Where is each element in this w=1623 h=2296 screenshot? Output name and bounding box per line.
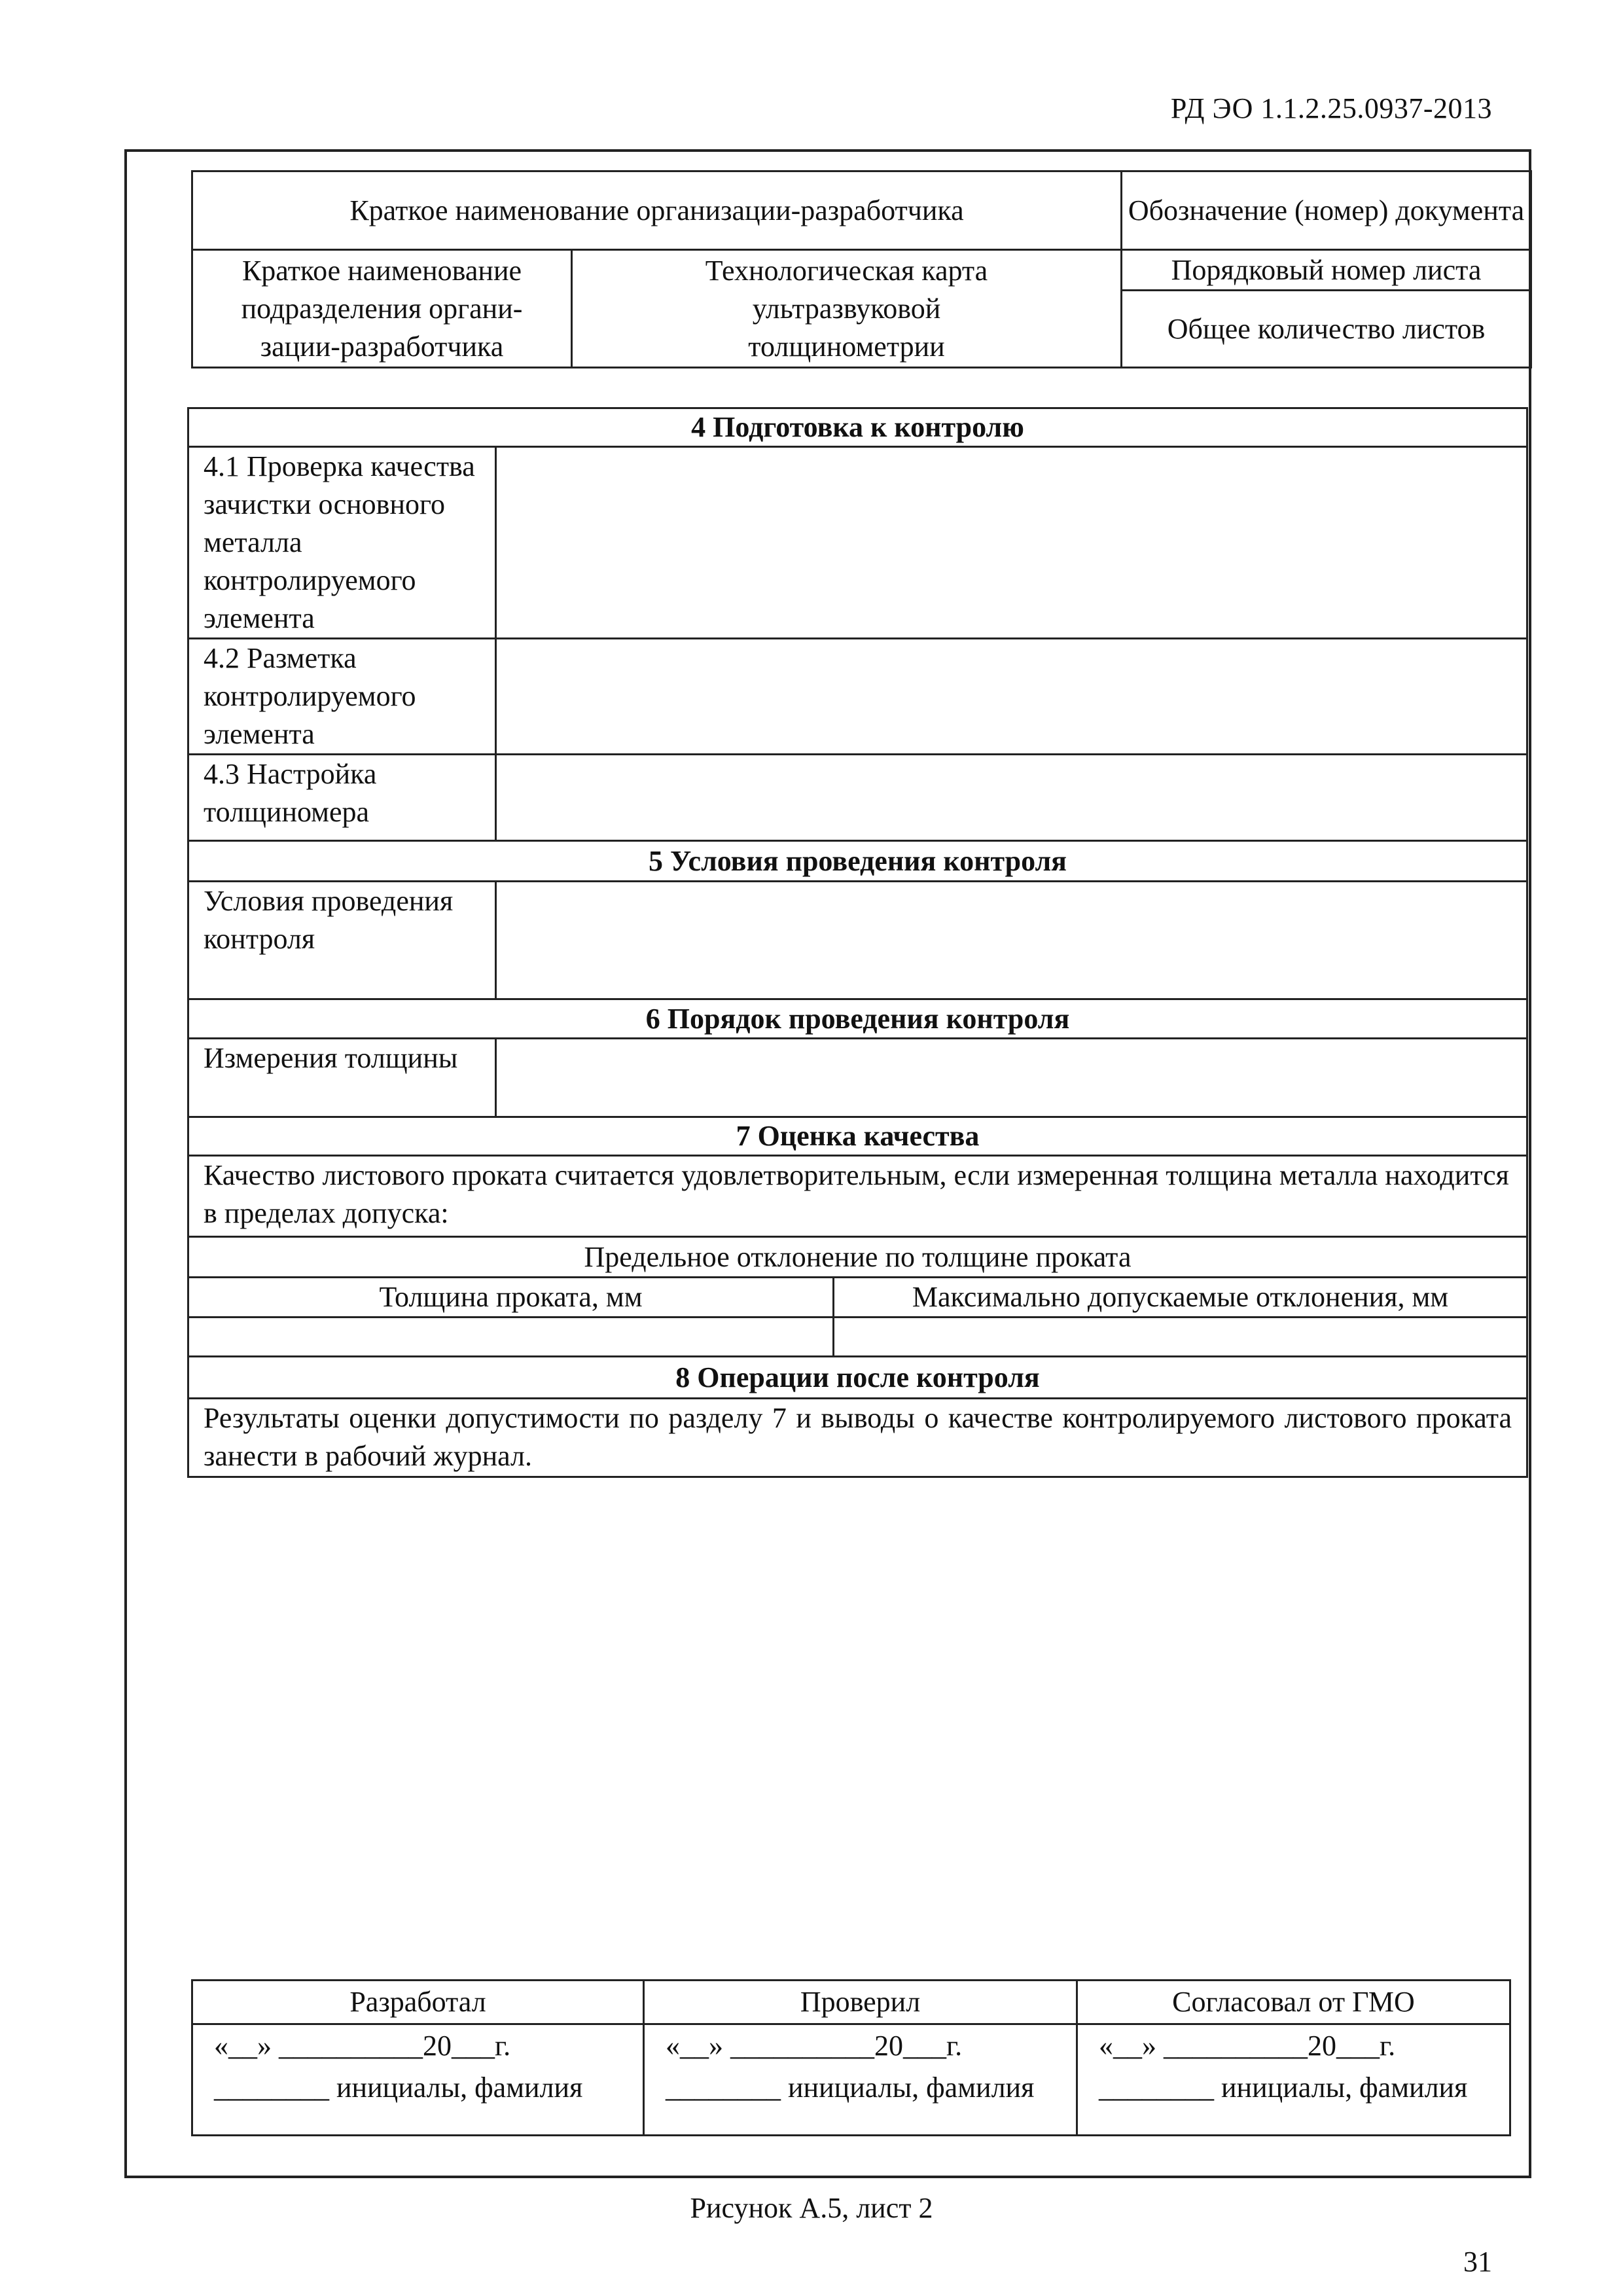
section8-text: Результаты оценки допустимости по разделу 7 и выводы о качестве контролируемого листового проката занести в рабочий журнал. [188,1399,1527,1477]
tolerance-table-title: Предельное отклонение по толщине проката [188,1237,1527,1278]
name-line: ________ инициалы, фамилия [1099,2072,1468,2104]
section4-title: 4 Подготовка к контролю [188,408,1527,447]
date-line: «__» __________20___г. [214,2030,511,2062]
thickness-column-header: Толщина проката, мм [188,1278,834,1318]
section5-title: 5 Условия проведения контроля [188,841,1527,882]
developed-signature-cell [192,2024,644,2136]
section7-title: 7 Оценка качества [188,1117,1527,1156]
section5-row1-label: Условия проведения контроля [188,882,496,999]
date-line: «__» __________20___г. [1099,2030,1396,2062]
subdivision-cell: Краткое наименование подразделения органи-зации-разработчика [192,250,572,368]
thickness-value-cell [188,1318,834,1357]
page-number: 31 [1463,2246,1492,2278]
section4-row1-label: 4.1 Проверка качества зачистки основного металла контролируемого элемента [188,447,496,639]
org-name-cell: Краткое наименование организации-разработчика [192,171,1122,250]
sheet-number-cell: Порядковый номер листа [1122,250,1531,291]
doc-designation-cell: Обозначение (номер) документа [1122,171,1531,250]
checked-signature-cell [644,2024,1077,2136]
developed-header: Разработал [192,1981,644,2024]
section4-row3-label: 4.3 Настройка толщиномера [188,755,496,841]
section4-row1-value [496,447,1527,639]
approved-header: Согласовал от ГМО [1077,1981,1510,2024]
section4-row2-value [496,639,1527,755]
section6-row1-label: Измерения толщины [188,1039,496,1117]
name-line: ________ инициалы, фамилия [666,2072,1035,2104]
name-line: ________ инициалы, фамилия [214,2072,583,2104]
section6-title: 6 Порядок проведения контроля [188,999,1527,1039]
date-line: «__» __________20___г. [666,2030,963,2062]
checked-header: Проверил [644,1981,1077,2024]
section8-title: 8 Операции после контроля [188,1357,1527,1399]
deviation-value-cell [834,1318,1527,1357]
card-title-cell: Технологическая карта ультразвуковой толщинометрии [572,250,1122,368]
signature-table [191,1979,1511,2136]
title-block-table [191,170,1532,368]
section4-row2-label: 4.2 Разметка контролируемого элемента [188,639,496,755]
approved-signature-cell [1077,2024,1510,2136]
section5-row1-value [496,882,1527,999]
section6-row1-value [496,1039,1527,1117]
section4-row3-value [496,755,1527,841]
deviation-column-header: Максимально допускаемые отклонения, мм [834,1278,1527,1318]
sheet-count-cell: Общее количество листов [1122,291,1531,368]
control-card-table [187,407,1528,1478]
section7-text: Качество листового проката считается удовлетворительным, если измеренная толщина металла находится в пределах допуска: [188,1156,1527,1237]
figure-caption: Рисунок А.5, лист 2 [690,2192,933,2224]
document-code: РД ЭО 1.1.2.25.0937-2013 [1170,92,1492,124]
